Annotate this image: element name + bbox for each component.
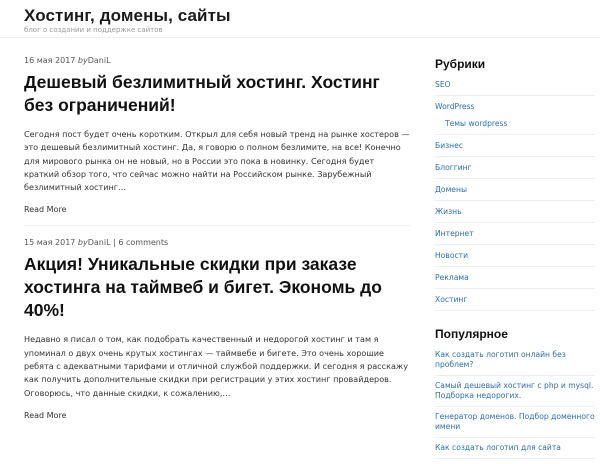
sidebar <box>435 57 595 464</box>
category-link-life[interactable]: Жизнь <box>435 207 595 223</box>
category-link-internet[interactable]: Интернет <box>435 229 595 245</box>
post-title[interactable]: Дешевый безлимитный хостинг. Хостинг без ограничений! <box>24 72 380 115</box>
category-link-advertising[interactable]: Реклама <box>435 273 595 289</box>
category-link-domains[interactable]: Домены <box>435 185 595 201</box>
post-meta <box>24 56 410 66</box>
post-author[interactable]: DaniL <box>87 56 111 65</box>
read-more-link[interactable]: Read More <box>24 205 67 215</box>
post-meta <box>24 238 410 248</box>
read-more-link[interactable]: Read More <box>24 410 67 420</box>
header-divider <box>0 37 600 38</box>
popular-post-link[interactable]: Как создать логотип онлайн без проблем? <box>435 350 595 376</box>
post-comments-link[interactable]: 6 comments <box>118 238 169 248</box>
popular-post-link[interactable]: Как создать логотип для сайта <box>435 443 595 459</box>
post-excerpt: Сегодня пост будет очень коротким. Открыл для себя новый тренд на рынке хостеров — это дешевый безлимитный хостинг. Да, я говорю о полном безлимите, на все! Конечно для мирового рынка он не новый, но в России это пока в новинку. Сегодня будет краткий обзор того, что сейчас можно найти на Российском рынке. Зарубежный безлимитный хостинг… <box>24 129 410 193</box>
site-description: блог о создании и поддержке сайтов <box>24 26 163 34</box>
popular-widget-title: Популярное <box>435 327 508 341</box>
post-item <box>24 56 410 216</box>
site-header <box>24 7 584 35</box>
post-date[interactable]: 16 мая 2017 <box>24 56 76 65</box>
post-item <box>24 238 410 421</box>
category-link-wordpress-themes[interactable]: Темы wordpress <box>435 119 595 135</box>
categories-widget-title: Рубрики <box>435 57 486 71</box>
post-date[interactable]: 15 мая 2017 <box>24 238 76 248</box>
meta-separator: | <box>113 238 116 248</box>
category-link-business[interactable]: Бизнес <box>435 141 595 157</box>
site-title[interactable]: Хостинг, домены, сайты <box>24 6 231 25</box>
category-link-hosting[interactable]: Хостинг <box>435 295 595 311</box>
post-by-label: by <box>77 56 88 65</box>
post-author[interactable]: DaniL <box>87 238 111 248</box>
post-divider <box>24 225 410 226</box>
post-by-label: by <box>77 238 88 248</box>
popular-post-link[interactable]: Самый дешевый хостинг с php и mysql. Подборка недорогих. <box>435 381 595 407</box>
categories-list <box>435 80 595 311</box>
category-link-news[interactable]: Новости <box>435 251 595 267</box>
category-link-seo[interactable]: SEO <box>435 80 595 96</box>
post-list <box>24 56 410 422</box>
post-title[interactable]: Акция! Уникальные скидки при заказе хостинга на таймвеб и бигет. Экономь до 40%! <box>24 254 382 321</box>
category-link-blogging[interactable]: Блоггинг <box>435 163 595 179</box>
category-link-wordpress[interactable]: WordPress <box>435 102 475 111</box>
popular-list <box>435 350 595 459</box>
popular-post-link[interactable]: Генератор доменов. Подбор доменного имени <box>435 412 595 438</box>
post-excerpt: Недавно я писал о том, как подобрать качественный и недорогой хостинг и там я упоминал о двух очень крутых хостингах — таймвебе и бигете. Это очень хорошие ребята с адекватными тарифами и отличной службой поддержки. И сегодня я расскажу как получить дополнительные скидки при регистрации у этих хостинг провайдеров. Оговорюсь, что данные скидки, к сожалению,… <box>24 334 408 398</box>
